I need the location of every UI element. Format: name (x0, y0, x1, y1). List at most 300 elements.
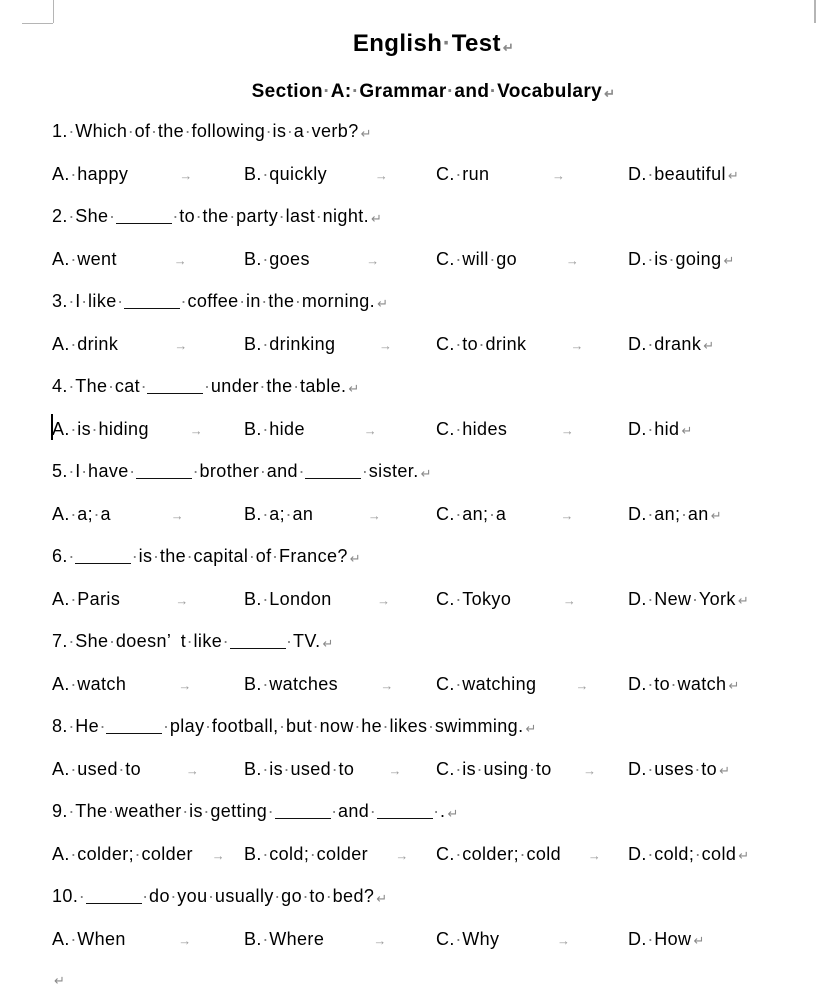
tab-arrow-icon: → (189, 422, 204, 438)
paragraph-mark-icon: ↵ (604, 86, 616, 101)
space-dot-mark: · (203, 376, 211, 396)
document-title: English·Test ↵ (352, 30, 515, 57)
space-dot-mark: · (647, 503, 654, 524)
space-dot-mark: · (267, 801, 275, 821)
options-row-5 (52, 500, 815, 528)
option-label: B.·goes (244, 248, 310, 269)
option-label: B.·quickly (244, 163, 328, 184)
space-dot-mark: · (108, 206, 116, 226)
tab-arrow-icon: → (367, 507, 382, 523)
paragraph-mark-icon: ↵ (693, 932, 705, 948)
option-a (52, 840, 244, 868)
options-row-4 (52, 415, 815, 443)
option-label: D.·to·watch (628, 673, 727, 694)
option-a (52, 925, 244, 953)
paragraph-mark-icon: ↵ (322, 636, 334, 651)
space-dot-mark: · (455, 928, 462, 949)
space-dot-mark: · (433, 801, 440, 821)
question-stem-3: 3.·I·like· ·coffee·in·the·morning. ↵ (52, 291, 389, 311)
option-a (52, 670, 244, 698)
space-dot-mark: · (107, 801, 115, 821)
option-label: C.·hides (436, 418, 508, 439)
option-label: C.·watching (436, 673, 537, 694)
space-dot-mark: · (70, 843, 77, 864)
space-dot-mark: · (68, 716, 75, 736)
space-dot-mark: · (152, 546, 160, 566)
tab-arrow-icon: → (565, 252, 580, 268)
space-dot-mark: · (248, 546, 256, 566)
option-label: C.·Tokyo (436, 588, 512, 609)
space-dot-mark: · (354, 716, 361, 736)
space-dot-mark: · (478, 333, 485, 354)
tab-arrow-icon: → (174, 337, 188, 353)
space-dot-mark: · (455, 333, 462, 354)
tab-arrow-icon: → (170, 507, 185, 523)
answer-blank (86, 887, 142, 904)
option-label: B.·Where (244, 928, 325, 949)
space-dot-mark: · (186, 546, 193, 566)
option-b (244, 670, 436, 698)
space-dot-mark: · (262, 503, 269, 524)
option-label: C.·is·using·to (436, 758, 552, 779)
space-dot-mark: · (262, 333, 269, 354)
margin-crop-mark-top-left-vertical (53, 0, 54, 23)
paragraph-mark-icon: ↵ (377, 296, 389, 311)
option-label: C.·run (436, 163, 490, 184)
option-label: C.·colder;·cold (436, 843, 562, 864)
space-dot-mark: · (262, 248, 269, 269)
answer-blank (116, 207, 172, 224)
space-dot-mark: · (172, 206, 179, 226)
section-heading: Section·A:·Grammar·and·Vocabulary ↵ (251, 81, 616, 102)
space-dot-mark: · (694, 758, 701, 779)
space-dot-mark: · (293, 376, 300, 396)
space-dot-mark: · (204, 716, 212, 736)
tab-arrow-icon: → (388, 762, 402, 778)
option-c (436, 670, 628, 698)
space-dot-mark: · (647, 333, 654, 354)
options-row-7 (52, 670, 815, 698)
space-dot-mark: · (118, 758, 125, 779)
paragraph-mark-icon: ↵ (719, 762, 731, 778)
answer-blank (305, 462, 361, 479)
tab-arrow-icon: → (363, 422, 378, 438)
option-d (628, 245, 735, 273)
space-dot-mark: · (279, 716, 286, 736)
space-dot-mark: · (117, 291, 124, 311)
paragraph-mark-icon: ↵ (348, 381, 360, 396)
space-dot-mark: · (229, 206, 236, 226)
space-dot-mark: · (68, 461, 75, 481)
option-label: D.·hid (628, 418, 680, 439)
options-row-9 (52, 840, 815, 868)
tab-arrow-icon: → (379, 337, 393, 353)
tab-arrow-icon: → (583, 762, 597, 778)
paragraph-mark-icon: ↵ (447, 806, 459, 821)
tab-arrow-icon: → (575, 677, 589, 693)
space-dot-mark: · (182, 801, 189, 821)
space-dot-mark: · (93, 503, 100, 524)
option-b (244, 585, 436, 613)
space-dot-mark: · (68, 291, 75, 311)
space-dot-mark: · (68, 121, 75, 141)
space-dot-mark: · (670, 673, 677, 694)
space-dot-mark: · (331, 758, 338, 779)
options-row-2 (52, 245, 815, 273)
space-dot-mark: · (647, 163, 654, 184)
space-dot-mark: · (286, 121, 294, 141)
space-dot-mark: · (262, 928, 269, 949)
space-dot-mark: · (309, 843, 317, 864)
option-label: A.·used·to (52, 758, 142, 779)
space-dot-mark: · (142, 886, 149, 906)
space-dot-mark: · (285, 503, 292, 524)
option-label: A.·colder;·colder (52, 843, 193, 864)
space-dot-mark: · (239, 291, 246, 311)
question-stem-4: 4.·The·cat· ·under·the·table. ↵ (52, 376, 360, 396)
paragraph-mark-icon: ↵ (420, 466, 432, 481)
space-dot-mark: · (680, 503, 688, 524)
space-dot-mark: · (476, 758, 483, 779)
space-dot-mark: · (262, 418, 269, 439)
tab-arrow-icon: → (562, 592, 577, 608)
option-a (52, 330, 244, 358)
space-dot-mark: · (302, 886, 309, 906)
space-dot-mark: · (129, 461, 136, 481)
space-dot-mark: · (488, 503, 496, 524)
space-dot-mark: · (170, 886, 177, 906)
space-dot-mark: · (192, 461, 199, 481)
option-label: A.·went (52, 248, 117, 269)
option-label: A.·watch (52, 673, 127, 694)
space-dot-mark: · (272, 546, 279, 566)
paragraph-mark-icon: ↵ (349, 551, 362, 566)
space-dot-mark: · (455, 248, 462, 269)
space-dot-mark: · (262, 758, 269, 779)
space-dot-mark: · (647, 758, 654, 779)
space-dot-mark: · (455, 843, 462, 864)
option-label: C.·an;·a (436, 503, 507, 524)
option-c (436, 585, 628, 613)
option-c (436, 245, 628, 273)
tab-arrow-icon: → (557, 932, 571, 948)
question-stem-7: 7.·She·doesn’ t·like· ·TV. ↵ (52, 631, 334, 651)
option-label: C.·to·drink (436, 333, 527, 354)
space-dot-mark: · (323, 81, 331, 102)
space-dot-mark: · (455, 418, 462, 439)
space-dot-mark: · (312, 716, 320, 736)
tab-arrow-icon: → (178, 932, 192, 948)
space-dot-mark: · (150, 121, 158, 141)
question-stem-1: 1.·Which·of·the·following·is·a·verb? ↵ (52, 121, 372, 141)
option-c (436, 840, 628, 868)
space-dot-mark: · (442, 30, 452, 57)
space-dot-mark: · (668, 248, 675, 269)
option-d (628, 160, 739, 188)
answer-blank (106, 717, 162, 734)
paragraph-mark-icon: ↵ (737, 592, 750, 608)
space-dot-mark: · (489, 248, 496, 269)
space-dot-mark: · (519, 843, 526, 864)
space-dot-mark: · (184, 121, 191, 141)
space-dot-mark: · (259, 376, 266, 396)
paragraph-mark-icon: ↵ (54, 973, 66, 988)
options-row-8 (52, 755, 815, 783)
option-d (628, 330, 715, 358)
space-dot-mark: · (81, 461, 88, 481)
space-dot-mark: · (647, 248, 654, 269)
options-row-3 (52, 330, 815, 358)
space-dot-mark: · (278, 206, 286, 226)
space-dot-mark: · (70, 758, 77, 779)
space-dot-mark: · (455, 588, 462, 609)
question-stem-10: 10.· ·do·you·usually·go·to·bed? ↵ (52, 886, 388, 906)
space-dot-mark: · (691, 588, 699, 609)
space-dot-mark: · (455, 163, 462, 184)
space-dot-mark: · (325, 886, 333, 906)
option-a (52, 755, 244, 783)
space-dot-mark: · (647, 418, 654, 439)
space-dot-mark: · (68, 376, 75, 396)
space-dot-mark: · (361, 461, 369, 481)
answer-blank (275, 802, 331, 819)
space-dot-mark: · (489, 81, 497, 102)
space-dot-mark: · (70, 928, 77, 949)
space-dot-mark: · (528, 758, 536, 779)
paragraph-mark-icon: ↵ (360, 126, 372, 141)
question-stem-5: 5.·I·have· ·brother·and· ·sister. ↵ (52, 461, 432, 481)
option-a (52, 160, 244, 188)
space-dot-mark: · (68, 546, 75, 566)
tab-arrow-icon: → (175, 592, 189, 608)
option-b (244, 245, 436, 273)
paragraph-mark-icon: ↵ (728, 677, 740, 693)
option-c (436, 755, 628, 783)
space-dot-mark: · (208, 886, 215, 906)
space-dot-mark: · (647, 843, 654, 864)
margin-crop-mark-top-left-horizontal (22, 23, 53, 24)
paragraph-mark-icon: ↵ (376, 891, 388, 906)
paragraph-mark-icon: ↵ (681, 422, 693, 438)
option-b (244, 840, 436, 868)
space-dot-mark: · (186, 631, 194, 651)
option-label: D.·is·going (628, 248, 722, 269)
space-dot-mark: · (455, 758, 462, 779)
space-dot-mark: · (647, 588, 654, 609)
space-dot-mark: · (134, 843, 141, 864)
tab-arrow-icon: → (211, 847, 226, 863)
options-row-1 (52, 160, 815, 188)
space-dot-mark: · (78, 886, 86, 906)
option-label: B.·is·used·to (244, 758, 355, 779)
option-label: B.·cold;·colder (244, 843, 369, 864)
tab-arrow-icon: → (587, 847, 602, 863)
option-d (628, 500, 722, 528)
tab-arrow-icon: → (374, 167, 389, 183)
option-b (244, 755, 436, 783)
option-b (244, 925, 436, 953)
option-label: D.·drank (628, 333, 702, 354)
space-dot-mark: · (647, 673, 654, 694)
answer-blank (75, 547, 131, 564)
question-stem-6: 6.· ·is·the·capital·of·France? ↵ (52, 546, 362, 566)
option-c (436, 500, 628, 528)
space-dot-mark: · (70, 503, 77, 524)
space-dot-mark: · (455, 503, 462, 524)
paragraph-mark-icon: ↵ (703, 337, 715, 353)
tab-arrow-icon: → (395, 847, 409, 863)
option-label: A.·is·hiding (52, 418, 149, 439)
space-dot-mark: · (131, 546, 139, 566)
option-d (628, 925, 705, 953)
paragraph-mark-icon: ↵ (710, 507, 722, 523)
tab-arrow-icon: → (179, 167, 193, 183)
space-dot-mark: · (427, 716, 435, 736)
tab-arrow-icon: → (570, 337, 584, 353)
tab-arrow-icon: → (560, 507, 574, 523)
tab-arrow-icon: → (173, 252, 188, 268)
option-b (244, 500, 436, 528)
tab-arrow-icon: → (178, 677, 192, 693)
paragraph-mark-icon: ↵ (723, 252, 735, 268)
space-dot-mark: · (262, 673, 269, 694)
option-label: B.·a;·an (244, 503, 314, 524)
space-dot-mark: · (262, 588, 269, 609)
option-d (628, 840, 750, 868)
question-stem-9: 9.·The·weather·is·getting· ·and· ·. ↵ (52, 801, 459, 821)
space-dot-mark: · (294, 291, 302, 311)
option-label: D.·New·York (628, 588, 736, 609)
option-label: B.·London (244, 588, 332, 609)
option-label: D.·How (628, 928, 692, 949)
space-dot-mark: · (369, 801, 377, 821)
option-label: B.·hide (244, 418, 305, 439)
space-dot-mark: · (180, 291, 187, 311)
space-dot-mark: · (304, 121, 312, 141)
tab-arrow-icon: → (185, 762, 200, 778)
tab-arrow-icon: → (552, 167, 566, 183)
answer-blank (147, 377, 203, 394)
paragraph-mark-icon: ↵ (525, 721, 537, 736)
option-a (52, 500, 244, 528)
space-dot-mark: · (647, 928, 654, 949)
space-dot-mark: · (274, 886, 281, 906)
space-dot-mark: · (68, 631, 75, 651)
tab-arrow-icon: → (373, 932, 387, 948)
option-label: A.·a;·a (52, 503, 111, 524)
option-label: B.·drinking (244, 333, 336, 354)
answer-blank (377, 802, 433, 819)
option-d (628, 415, 693, 443)
question-stem-2: 2.·She· ·to·the·party·last·night. ↵ (52, 206, 383, 226)
option-label: B.·watches (244, 673, 339, 694)
space-dot-mark: · (70, 588, 77, 609)
space-dot-mark: · (140, 376, 147, 396)
space-dot-mark: · (70, 248, 77, 269)
space-dot-mark: · (127, 121, 135, 141)
space-dot-mark: · (455, 673, 462, 694)
option-label: D.·an;·an (628, 503, 709, 524)
tab-arrow-icon: → (560, 422, 575, 438)
option-d (628, 585, 749, 613)
option-b (244, 160, 436, 188)
tab-arrow-icon: → (377, 592, 391, 608)
space-dot-mark: · (283, 758, 290, 779)
space-dot-mark: · (162, 716, 170, 736)
option-c (436, 330, 628, 358)
paragraph-mark-icon: ↵ (738, 847, 750, 863)
option-d (628, 670, 740, 698)
answer-blank (124, 292, 180, 309)
space-dot-mark: · (261, 291, 268, 311)
paragraph-mark-icon: ↵ (371, 211, 383, 226)
space-dot-mark: · (331, 801, 338, 821)
option-label: A.·When (52, 928, 126, 949)
option-c (436, 925, 628, 953)
space-dot-mark: · (99, 716, 106, 736)
option-c (436, 160, 628, 188)
space-dot-mark: · (81, 291, 88, 311)
option-label: A.·drink (52, 333, 119, 354)
option-label: C.·will·go (436, 248, 518, 269)
margin-crop-mark-top-right-vertical (814, 0, 816, 23)
space-dot-mark: · (694, 843, 702, 864)
space-dot-mark: · (262, 843, 269, 864)
option-a (52, 585, 244, 613)
space-dot-mark: · (259, 461, 267, 481)
empty-paragraph (52, 964, 815, 992)
option-a (52, 245, 244, 273)
option-label: D.·uses·to (628, 758, 718, 779)
space-dot-mark: · (70, 418, 77, 439)
space-dot-mark: · (298, 461, 305, 481)
option-label: D.·beautiful (628, 163, 726, 184)
options-row-6 (52, 585, 815, 613)
space-dot-mark: · (447, 81, 454, 102)
option-c (436, 415, 628, 443)
space-dot-mark: · (68, 801, 75, 821)
space-dot-mark: · (222, 631, 230, 651)
space-dot-mark: · (203, 801, 210, 821)
options-row-10 (52, 925, 815, 953)
paragraph-mark-icon: ↵ (502, 40, 515, 55)
space-dot-mark: · (91, 418, 98, 439)
space-dot-mark: · (107, 376, 115, 396)
space-dot-mark: · (70, 163, 77, 184)
question-stem-8: 8.·He· ·play·football,·but·now·he·likes·swimming. ↵ (52, 716, 537, 736)
option-a (52, 415, 244, 443)
space-dot-mark: · (382, 716, 389, 736)
paragraph-mark-icon: ↵ (727, 167, 740, 183)
space-dot-mark: · (262, 163, 269, 184)
answer-blank (230, 632, 286, 649)
answer-blank (136, 462, 192, 479)
space-dot-mark: · (108, 631, 116, 651)
space-dot-mark: · (70, 673, 77, 694)
space-dot-mark: · (265, 121, 273, 141)
tab-arrow-icon: → (366, 252, 380, 268)
option-d (628, 755, 730, 783)
space-dot-mark: · (195, 206, 202, 226)
space-dot-mark: · (315, 206, 323, 226)
space-dot-mark: · (352, 81, 359, 102)
option-label: D.·cold;·cold (628, 843, 737, 864)
space-dot-mark: · (286, 631, 293, 651)
tab-arrow-icon: → (380, 677, 394, 693)
space-dot-mark: · (70, 333, 77, 354)
option-label: C.·Why (436, 928, 500, 949)
option-b (244, 415, 436, 443)
